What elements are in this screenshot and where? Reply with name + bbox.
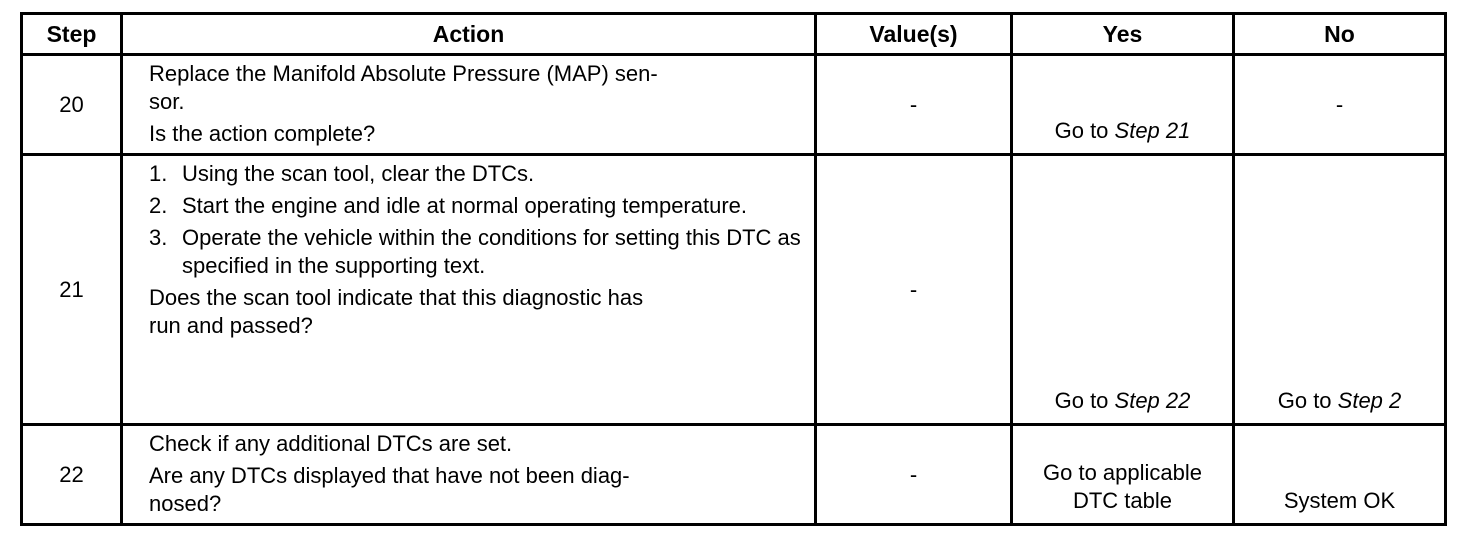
action-text: Check if any additional DTCs are set.: [149, 431, 513, 456]
header-yes: Yes: [1012, 14, 1234, 55]
yes-prefix: Go to: [1054, 388, 1115, 413]
diagnostic-table: [20, 12, 1447, 526]
yes-text-line: DTC table: [1072, 488, 1173, 513]
action-cell: [122, 155, 816, 425]
no-step-link: Step 2: [1337, 388, 1402, 413]
no-cell: System OK: [1234, 425, 1446, 525]
list-item: [149, 160, 802, 188]
header-values: Value(s): [816, 14, 1012, 55]
value-cell: -: [816, 55, 1012, 155]
action-cell: [122, 55, 816, 155]
step-number: 21: [22, 155, 122, 425]
header-row: [22, 14, 1446, 55]
yes-cell: [1012, 155, 1234, 425]
step-number: 20: [22, 55, 122, 155]
no-prefix: Go to: [1277, 388, 1338, 413]
table-row-step-21: [22, 155, 1446, 425]
list-text: Start the engine and idle at normal operating temperature.: [182, 193, 748, 218]
yes-step-link: Step 22: [1114, 388, 1191, 413]
header-no: No: [1234, 14, 1446, 55]
yes-step-link: Step 21: [1114, 118, 1191, 143]
list-item: [149, 224, 802, 280]
action-text-line: sor.: [149, 89, 185, 114]
list-number: 1.: [149, 161, 168, 186]
table-row-step-22: [22, 425, 1446, 525]
action-text-line: Replace the Manifold Absolute Pressure (MAP) sen-: [149, 61, 658, 86]
question-text-line: nosed?: [149, 491, 222, 516]
value-cell: -: [816, 425, 1012, 525]
list-number: 3.: [149, 225, 168, 250]
list-text: Operate the vehicle within the conditions for setting this DTC as specified in the supporting text.: [182, 225, 801, 278]
yes-prefix: Go to: [1054, 118, 1115, 143]
value-cell: -: [816, 155, 1012, 425]
yes-cell: [1012, 425, 1234, 525]
step-number: 22: [22, 425, 122, 525]
header-action: Action: [122, 14, 816, 55]
yes-cell: [1012, 55, 1234, 155]
no-cell: -: [1234, 55, 1446, 155]
question-text-line: run and passed?: [149, 313, 313, 338]
yes-text-line: Go to applicable: [1043, 460, 1202, 485]
question-text-line: Are any DTCs displayed that have not been diag-: [149, 463, 630, 488]
list-item: [149, 192, 802, 220]
no-cell: [1234, 155, 1446, 425]
question-text-line: Does the scan tool indicate that this diagnostic has: [149, 285, 644, 310]
list-number: 2.: [149, 193, 168, 218]
question-text: Is the action complete?: [149, 121, 376, 146]
header-step: Step: [22, 14, 122, 55]
list-text: Using the scan tool, clear the DTCs.: [182, 161, 535, 186]
action-cell: [122, 425, 816, 525]
table-row-step-20: [22, 55, 1446, 155]
